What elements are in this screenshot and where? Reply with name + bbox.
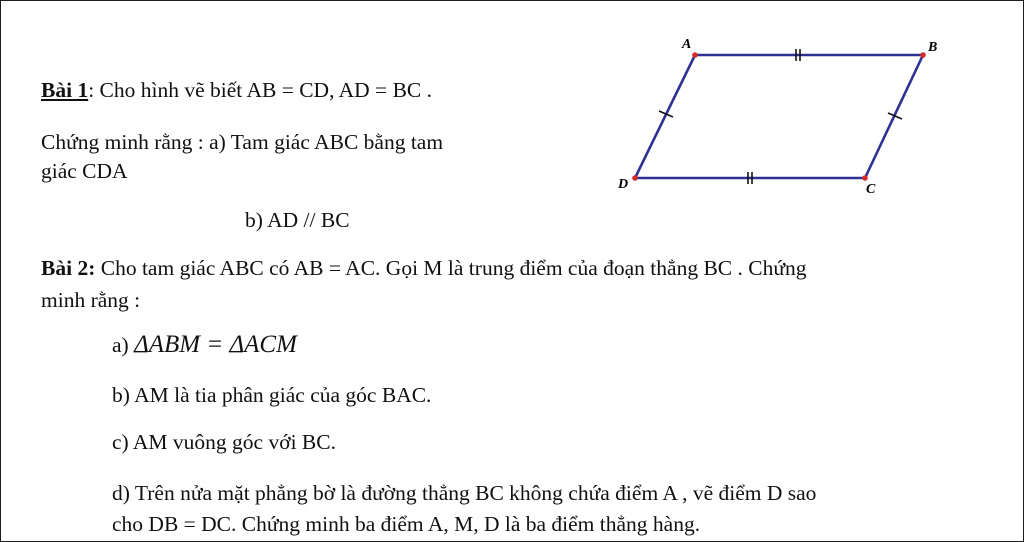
bai2-part-c: c) AM vuông góc với BC. xyxy=(112,430,336,454)
bai1-part-b: b) AD // BC xyxy=(245,208,350,232)
vertex-label-d: D xyxy=(618,177,629,192)
bai2-part-a-prefix: a) xyxy=(112,333,129,357)
bai2-label: Bài 2: xyxy=(41,256,96,280)
side-bc xyxy=(865,55,923,178)
bai1-prove-line2: giác CDA xyxy=(41,159,128,183)
bai2-statement-line2: minh rằng : xyxy=(41,288,141,312)
parallelogram-sides xyxy=(635,55,923,178)
bai1-prove-line1: Chứng minh rằng : a) Tam giác ABC bằng tam xyxy=(41,130,444,154)
point-d xyxy=(632,175,638,181)
bai2-statement-1: Cho tam giác ABC có AB = AC. Gọi M là trung điểm của đoạn thẳng BC . Chứng xyxy=(95,256,807,280)
point-a xyxy=(692,52,698,58)
bai1-statement: : Cho hình vẽ biết AB = CD, AD = BC . xyxy=(88,78,432,102)
vertex-label-b: B xyxy=(928,40,938,55)
point-c xyxy=(862,175,868,181)
bai2-part-a-math: ΔABM = ΔACM xyxy=(134,331,297,358)
bai2-part-b: b) AM là tia phân giác của góc BAC. xyxy=(112,383,432,407)
point-b xyxy=(920,52,926,58)
bai1-label: Bài 1 xyxy=(41,78,89,102)
parallelogram-figure xyxy=(1,1,1023,541)
vertex-label-c: C xyxy=(866,182,876,197)
vertex-label-a: A xyxy=(682,37,692,52)
side-da xyxy=(635,55,695,178)
equal-marks xyxy=(659,49,902,184)
vertex-points xyxy=(632,52,926,181)
bai2-part-d-line1: d) Trên nửa mặt phẳng bờ là đường thẳng BC không chứa điểm A , vẽ điểm D sao xyxy=(112,481,817,505)
bai2-part-d-line2: cho DB = DC. Chứng minh ba điểm A, M, D là ba điểm thẳng hàng. xyxy=(112,512,701,536)
